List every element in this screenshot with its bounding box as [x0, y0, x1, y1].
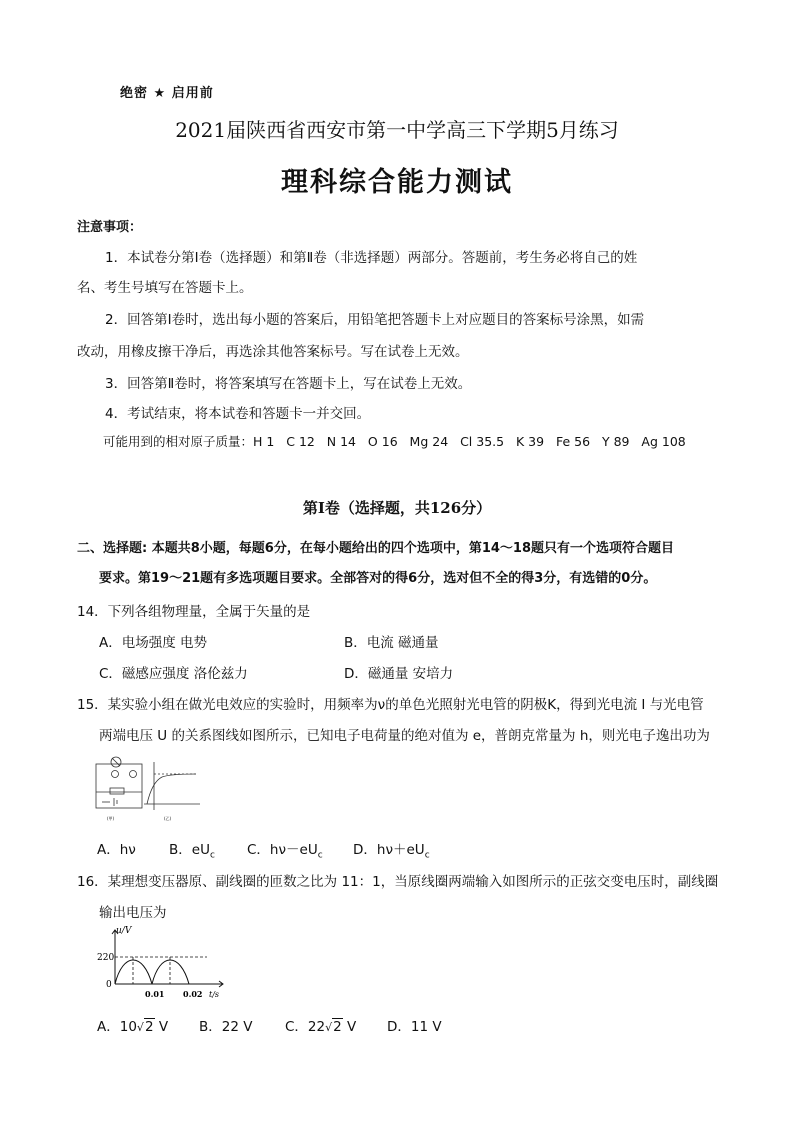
- note-2a: 2．回答第Ⅰ卷时，选出每小题的答案后，用铅笔把答题卡上对应题目的答案标号涂黑，如需: [105, 312, 645, 328]
- q14-option-c: C．磁感应强度 洛伦兹力: [99, 666, 248, 682]
- q14-option-a: A．电场强度 电势: [99, 635, 208, 651]
- photoelectric-figure: [92, 752, 204, 824]
- q15-option-a: A．hν: [97, 842, 136, 858]
- q15-stem-a: 15．某实验小组在做光电效应的实验时，用频率为ν的单色光照射光电管的阴极K，得到光电流 I 与光电管: [77, 697, 704, 713]
- q14-stem: 14．下列各组物理量，全属于矢量的是: [77, 604, 311, 620]
- q16-stem-b: 输出电压为: [99, 905, 167, 921]
- graph-x-tick-2: 0.02: [183, 989, 203, 999]
- q15-option-b: B．$eU_c$: [169, 842, 215, 861]
- note-2b: 改动，用橡皮擦干净后，再选涂其他答案标号。写在试卷上无效。: [77, 344, 469, 360]
- exam-subtitle: 理科综合能力测试: [281, 167, 513, 198]
- graph-origin: 0: [106, 980, 112, 990]
- q16-option-c: C．22√2 V: [285, 1019, 357, 1035]
- note-3: 3．回答第Ⅱ卷时，将答案填写在答题卡上，写在试卷上无效。: [105, 376, 472, 392]
- q14-option-d: D．磁通量 安培力: [344, 666, 454, 682]
- notes-heading: 注意事项：: [77, 220, 143, 235]
- fig-label-b: (乙): [164, 816, 172, 821]
- atomic-masses: 可能用到的相对原子质量：H 1 C 12 N 14 O 16 Mg 24 Cl 35.5 K 39 Fe 56 Y 89 Ag 108: [103, 434, 686, 449]
- note-4: 4．考试结束，将本试卷和答题卡一并交回。: [105, 406, 371, 422]
- q15-option-d: D．$h\nu+eU_c$: [353, 842, 430, 861]
- exam-title: 2021届陕西省西安市第一中学高三下学期5月练习: [175, 118, 619, 142]
- graph-x-tick-1: 0.01: [145, 989, 165, 999]
- note-1b: 名、考生号填写在答题卡上。: [77, 280, 253, 296]
- section-instructions-a: 二、选择题: 本题共8小题，每题6分，在每小题给出的四个选项中，第14～18题只有一个选项符合题目: [77, 541, 674, 556]
- graph-y-tick: 220: [97, 953, 115, 963]
- q16-option-b: B．22 V: [199, 1019, 253, 1035]
- q14-option-b: B．电流 磁通量: [344, 635, 439, 651]
- section-instructions-b: 要求。第19～21题有多选项题目要求。全部答对的得6分，选对但不全的得3分，有选错的0分。: [99, 571, 657, 586]
- secret-mark: 绝密 ★ 启用前: [120, 86, 214, 101]
- section-title: 第Ⅰ卷（选择题，共126分）: [302, 499, 492, 517]
- q16-option-d: D．11 V: [387, 1019, 442, 1035]
- graph-xlabel: t/s: [209, 990, 220, 999]
- fig-label-a: (甲): [107, 816, 115, 821]
- note-1a: 1．本试卷分第Ⅰ卷（选择题）和第Ⅱ卷（非选择题）两部分。答题前，考生务必将自己的姓: [105, 250, 638, 266]
- q16-option-a: A．10√2 V: [97, 1019, 169, 1035]
- q15-stem-b: 两端电压 U 的关系图线如图所示，已知电子电荷量的绝对值为 e，普朗克常量为 h，则光电子逸出功为: [99, 728, 710, 744]
- q15-option-c: C．$h\nu-eU_c$: [247, 842, 323, 861]
- graph-ylabel: u/V: [116, 926, 132, 936]
- q16-stem-a: 16．某理想变压器原、副线圈的匝数之比为 11：1，当原线圈两端输入如图所示的正弦交变电压时，副线圈: [77, 874, 719, 890]
- voltage-graph: [95, 924, 230, 1002]
